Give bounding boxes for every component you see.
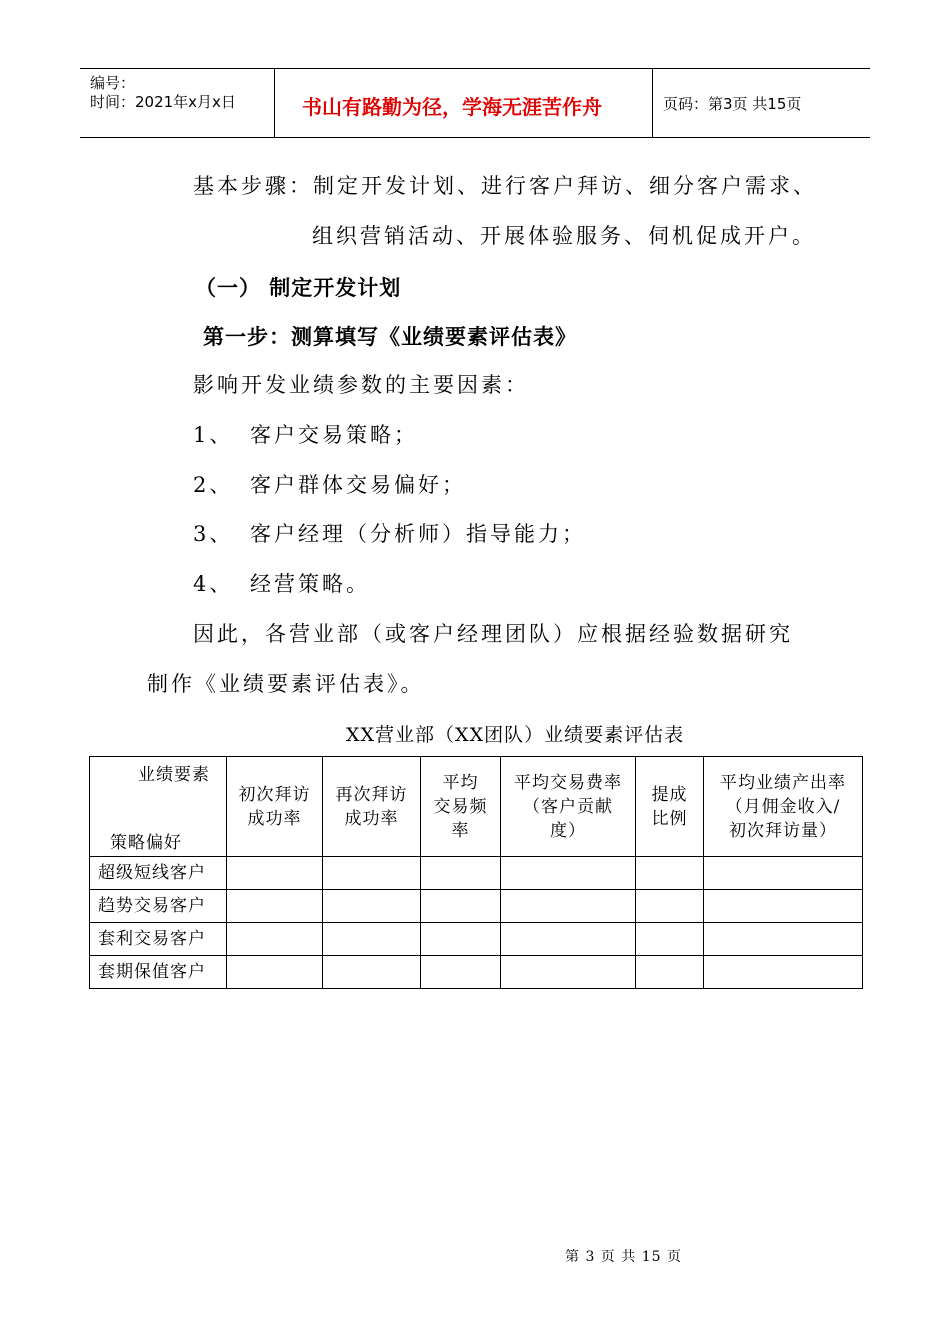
column-header-line: （客户贡献 xyxy=(523,796,613,817)
table-row xyxy=(90,857,863,890)
header-motto: 书山有路勤为径，学海无涯苦作舟 xyxy=(302,95,602,119)
factors-intro: 影响开发业绩参数的主要因素： xyxy=(193,373,529,397)
table-row xyxy=(90,923,863,956)
table-cell xyxy=(501,956,636,989)
table-cell xyxy=(704,857,863,890)
page-footer: 第 3 页 共 15 页 xyxy=(565,1249,682,1265)
corner-top-label: 业绩要素 xyxy=(138,765,210,785)
column-header-line: 成功率 xyxy=(247,808,302,829)
list-number: 2、 xyxy=(193,473,234,497)
table-cell xyxy=(323,956,421,989)
conclusion-line-2: 制作《业绩要素评估表》。 xyxy=(147,672,425,696)
list-item: 客户交易策略； xyxy=(250,423,418,447)
column-header xyxy=(227,757,323,857)
table-cell xyxy=(421,956,501,989)
table-cell xyxy=(323,923,421,956)
table-cell xyxy=(636,956,704,989)
document-date-label: 时间：2021年x月x日 xyxy=(90,93,236,111)
table-cell xyxy=(636,857,704,890)
column-header-line: 交易频 xyxy=(433,796,488,817)
list-number: 3、 xyxy=(193,522,234,546)
page-info: 页码：第3页 共15页 xyxy=(663,95,802,113)
column-header xyxy=(501,757,636,857)
column-header-line: 平均交易费率 xyxy=(514,772,622,793)
conclusion-line-1: 因此，各营业部（或客户经理团队）应根据经验数据研究 xyxy=(193,622,793,646)
column-header xyxy=(704,757,863,857)
table-cell xyxy=(501,890,636,923)
table-cell xyxy=(704,923,863,956)
column-header xyxy=(636,757,704,857)
column-header-line: 度） xyxy=(550,820,586,841)
column-header-line: 率 xyxy=(451,820,470,841)
steps-line-2: 组织营销活动、开展体验服务、伺机促成开户。 xyxy=(312,224,816,248)
column-header-line: 初次拜访 xyxy=(238,784,311,805)
column-header-line: 初次拜访量） xyxy=(729,820,837,841)
header-divider xyxy=(652,69,653,137)
table-row xyxy=(90,956,863,989)
list-item: 客户经理（分析师）指导能力； xyxy=(250,522,586,546)
table-cell xyxy=(227,857,323,890)
table-cell xyxy=(227,923,323,956)
list-item: 经营策略。 xyxy=(250,572,370,596)
header-divider xyxy=(274,69,275,137)
table-cell xyxy=(421,857,501,890)
section-title: （一） 制定开发计划 xyxy=(195,276,402,300)
table-row xyxy=(90,890,863,923)
table-caption: XX营业部（XX团队）业绩要素评估表 xyxy=(346,724,685,746)
table-cell xyxy=(421,923,501,956)
steps-line-1: 基本步骤：制定开发计划、进行客户拜访、细分客户需求、 xyxy=(193,174,817,198)
row-label: 超级短线客户 xyxy=(90,857,227,890)
evaluation-table xyxy=(89,756,863,989)
row-label: 套利交易客户 xyxy=(90,923,227,956)
table-cell xyxy=(501,857,636,890)
table-cell xyxy=(323,890,421,923)
corner-bottom-label: 策略偏好 xyxy=(110,833,182,853)
column-header-line: 提成 xyxy=(651,784,688,805)
table-cell xyxy=(636,890,704,923)
column-header xyxy=(421,757,501,857)
list-number: 4、 xyxy=(193,572,234,596)
list-number: 1、 xyxy=(193,423,234,447)
table-cell xyxy=(704,956,863,989)
list-item: 客户群体交易偏好； xyxy=(250,473,466,497)
row-label: 趋势交易客户 xyxy=(90,890,227,923)
column-header-line: （月佣金收入/ xyxy=(725,796,841,817)
table-cell xyxy=(636,923,704,956)
column-header xyxy=(323,757,421,857)
column-header-line: 比例 xyxy=(651,808,688,829)
column-header-line: 平均业绩产出率 xyxy=(720,772,846,793)
column-header-line: 成功率 xyxy=(344,808,399,829)
table-cell xyxy=(227,890,323,923)
table-cell xyxy=(227,956,323,989)
table-cell xyxy=(501,923,636,956)
table-header-row xyxy=(90,757,863,857)
table-cell xyxy=(704,890,863,923)
table-cell xyxy=(323,857,421,890)
document-number-label: 编号： xyxy=(90,74,136,92)
step-title: 第一步：测算填写《业绩要素评估表》 xyxy=(203,325,577,349)
table-corner-cell xyxy=(90,757,227,857)
table-cell xyxy=(421,890,501,923)
page-header xyxy=(80,68,870,138)
column-header-line: 平均 xyxy=(442,772,479,793)
row-label: 套期保值客户 xyxy=(90,956,227,989)
column-header-line: 再次拜访 xyxy=(335,784,408,805)
